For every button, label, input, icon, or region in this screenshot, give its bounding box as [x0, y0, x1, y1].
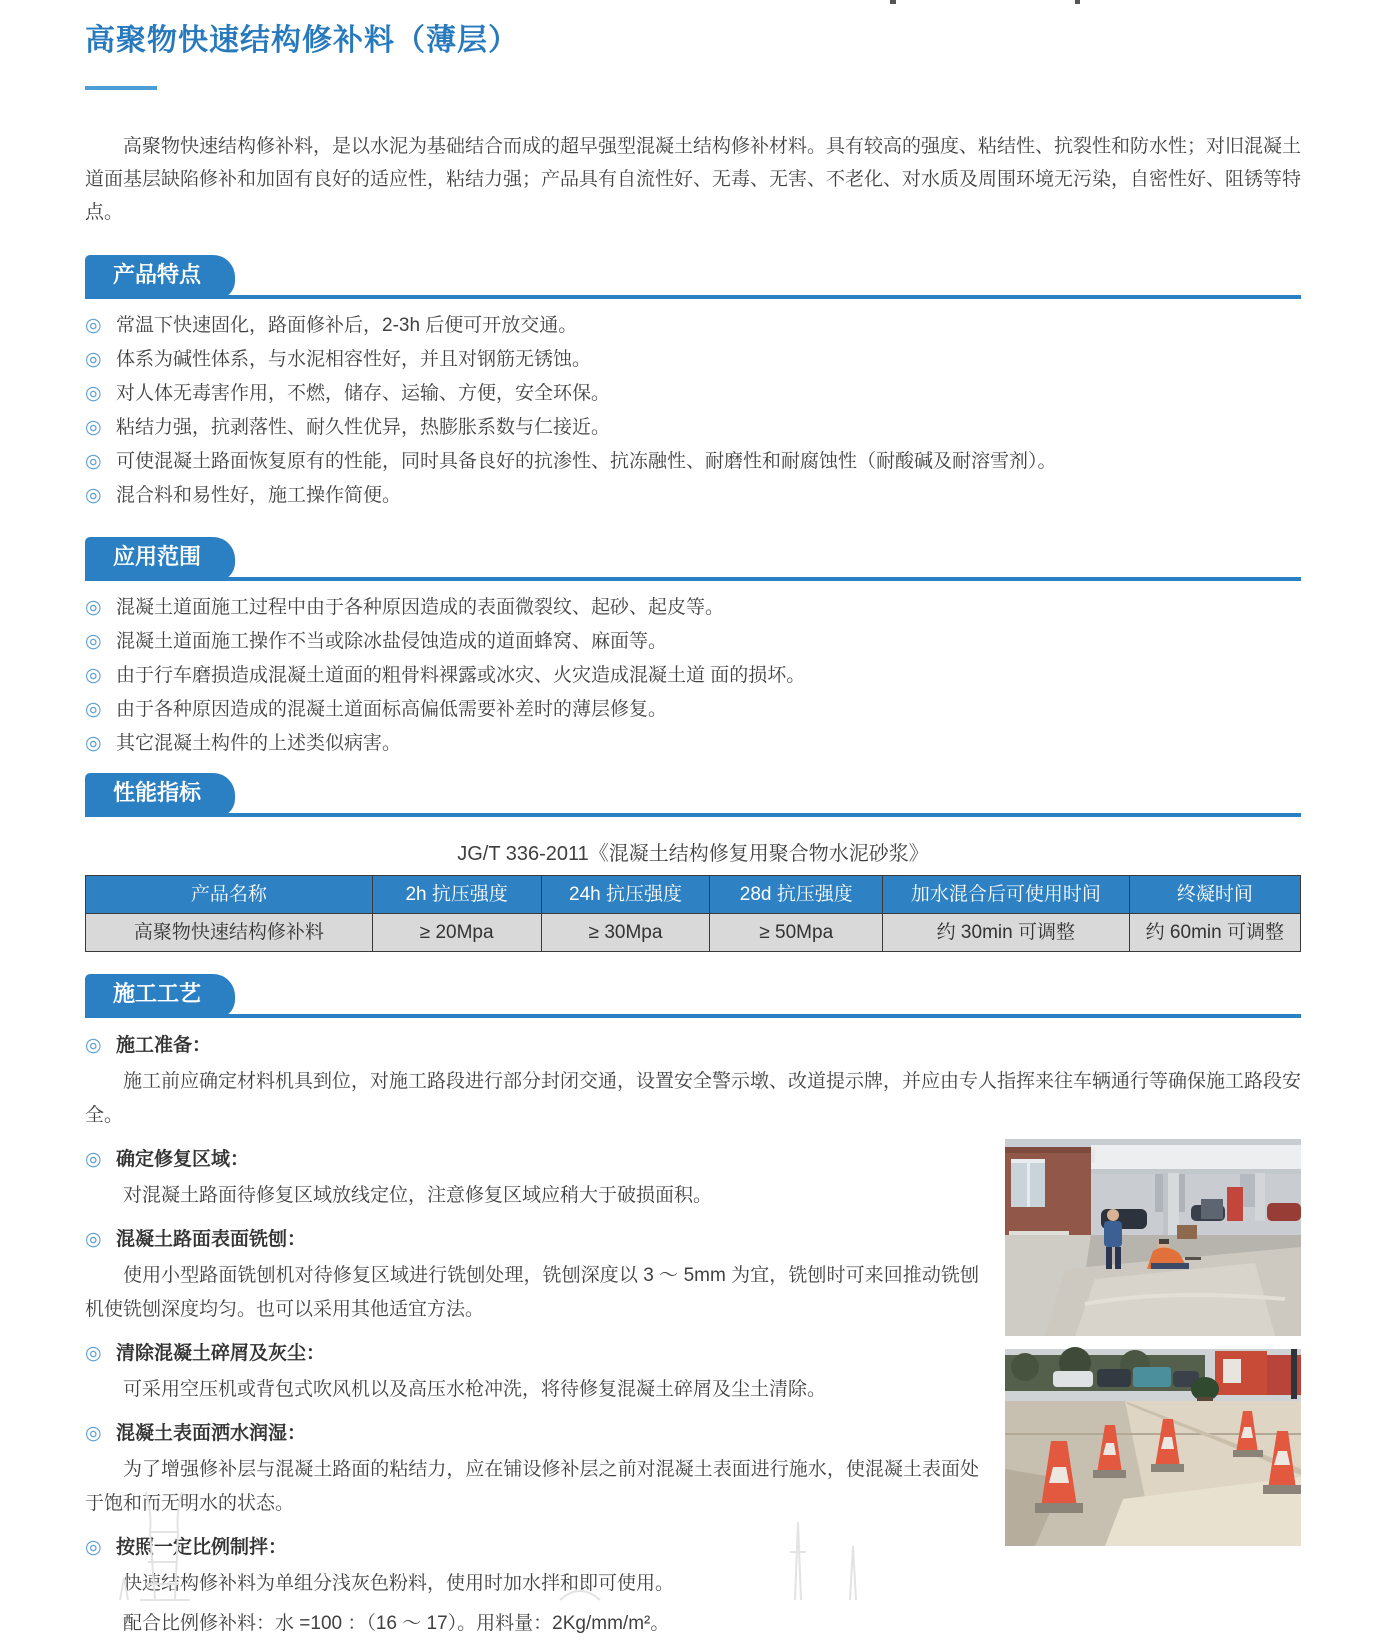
step-label [85, 1420, 1301, 1447]
page-content [85, 0, 1301, 1641]
list-item-text: 可使混凝土路面恢复原有的性能，同时具备良好的抗渗性、抗冻融性、耐磨性和耐腐蚀性（耐酸碱及耐溶雪剂）。 [116, 451, 1057, 472]
list-item-text: 其它混凝土构件的上述类似病害。 [116, 733, 402, 754]
step-label [85, 1146, 1301, 1173]
table-row [86, 914, 1301, 952]
ring-bullet-icon: ◎ [85, 733, 102, 754]
step-label [85, 1032, 1301, 1059]
section-tab-applications: 应用范围 [85, 537, 235, 581]
intro-paragraph: 高聚物快速结构修补料，是以水泥为基础结合而成的超早强型混凝土结构修补材料。具有较高的强度、粘结性、抗裂性和防水性；对旧混凝土道面基层缺陷修补和加固有良好的适应性，粘结力强；产品具有自流性好、无毒、无害、不老化、对水质及周围环境无污染，自密性好、阻锈等特点。 [85, 136, 1302, 223]
ring-bullet-icon: ◎ [85, 631, 102, 652]
section-rule [85, 295, 1301, 299]
list-item-text: 由于行车磨损造成混凝土道面的粗骨料裸露或冰灾、火灾造成混凝土道 面的损坏。 [116, 665, 806, 686]
ring-bullet-icon: ◎ [85, 1035, 102, 1056]
features-list [85, 313, 1301, 509]
ring-bullet-icon: ◎ [85, 451, 102, 472]
section-rule [85, 577, 1301, 581]
list-item-text: 混凝土道面施工操作不当或除冰盐侵蚀造成的道面蜂窝、麻面等。 [116, 631, 668, 652]
page-title: 高聚物快速结构修补料（薄层） [85, 24, 519, 57]
table-cell: 约 30min 可调整 [883, 914, 1130, 952]
performance-table [85, 875, 1301, 952]
ring-bullet-icon: ◎ [85, 1229, 102, 1250]
step-text: 可采用空压机或背包式吹风机以及高压水枪冲洗，将待修复混凝土碎屑及尘土清除。 [123, 1379, 827, 1400]
ring-bullet-icon: ◎ [85, 597, 102, 618]
ring-bullet-icon: ◎ [85, 699, 102, 720]
list-item-text: 常温下快速固化，路面修补后，2-3h 后便可开放交通。 [116, 315, 578, 336]
list-item [85, 313, 1301, 339]
section-rule [85, 1014, 1301, 1018]
list-item [85, 347, 1301, 373]
step-label-text: 混凝土表面洒水润湿： [116, 1423, 307, 1444]
list-item-text: 体系为碱性体系，与水泥相容性好，并且对钢筋无锈蚀。 [116, 349, 592, 370]
table-cell: 高聚物快速结构修补料 [86, 914, 373, 952]
list-item [85, 415, 1301, 441]
step-label-text: 按照一定比例制拌： [116, 1537, 288, 1558]
list-item [85, 663, 1301, 689]
step-label-text: 清除混凝土碎屑及灰尘： [116, 1343, 326, 1364]
ring-bullet-icon: ◎ [85, 1149, 102, 1170]
list-item [85, 449, 1301, 475]
section-header-process [85, 974, 1301, 1018]
list-item [85, 731, 1301, 757]
section-tab-process: 施工工艺 [85, 974, 235, 1018]
list-item [85, 629, 1301, 655]
section-rule [85, 813, 1301, 817]
step-label [85, 1226, 1301, 1253]
table-header-cell: 加水混合后可使用时间 [883, 876, 1130, 914]
step-label [85, 1534, 1301, 1561]
ring-bullet-icon: ◎ [85, 485, 102, 506]
table-caption: JG/T 336-2011《混凝土结构修复用聚合物水泥砂浆》 [457, 843, 929, 865]
list-item [85, 483, 1301, 509]
ring-bullet-icon: ◎ [85, 315, 102, 336]
ring-bullet-icon: ◎ [85, 665, 102, 686]
ring-bullet-icon: ◎ [85, 417, 102, 438]
step-label-text: 施工准备： [116, 1035, 212, 1056]
step-label-text: 混凝土路面表面铣刨： [116, 1229, 307, 1250]
table-cell: ≥ 30Mpa [541, 914, 710, 952]
process-body [85, 1032, 1301, 1641]
step-text: 施工前应确定材料机具到位，对施工路段进行部分封闭交通，设置安全警示墩、改道提示牌，并应由专人指挥来往车辆通行等确保施工路段安全。 [85, 1071, 1302, 1126]
step-text: 对混凝土路面待修复区域放线定位，注意修复区域应稍大于破损面积。 [123, 1185, 713, 1206]
table-header-row [86, 876, 1301, 914]
ring-bullet-icon: ◎ [85, 383, 102, 404]
step-label [85, 1340, 1301, 1367]
ring-bullet-icon: ◎ [85, 1343, 102, 1364]
section-header-performance [85, 773, 1301, 817]
ring-bullet-icon: ◎ [85, 1537, 102, 1558]
step-text: 使用小型路面铣刨机对待修复区域进行铣刨处理，铣刨深度以 3 ～ 5mm 为宜，铣刨时可来回推动铣刨机使铣刨深度均匀。也可以采用其他适宜方法。 [85, 1265, 979, 1320]
section-header-applications [85, 537, 1301, 581]
list-item [85, 381, 1301, 407]
list-item-text: 由于各种原因造成的混凝土道面标高偏低需要补差时的薄层修复。 [116, 699, 668, 720]
title-underline [85, 86, 157, 90]
applications-list [85, 595, 1301, 757]
table-cell: 约 60min 可调整 [1129, 914, 1300, 952]
section-header-features [85, 255, 1301, 299]
list-item-text: 混凝土道面施工过程中由于各种原因造成的表面微裂纹、起砂、起皮等。 [116, 597, 725, 618]
list-item-text: 对人体无毒害作用，不燃，储存、运输、方便，安全环保。 [116, 383, 611, 404]
construction-site-photo-cones [1005, 1349, 1301, 1546]
list-item [85, 697, 1301, 723]
list-item-text: 粘结力强，抗剥落性、耐久性优异，热膨胀系数与仁接近。 [116, 417, 611, 438]
table-header-cell: 终凝时间 [1129, 876, 1300, 914]
table-header-cell: 产品名称 [86, 876, 373, 914]
table-cell: ≥ 20Mpa [372, 914, 541, 952]
section-tab-features: 产品特点 [85, 255, 235, 299]
table-cell: ≥ 50Mpa [710, 914, 883, 952]
step-label-text: 确定修复区域： [116, 1149, 250, 1170]
table-header-cell: 28d 抗压强度 [710, 876, 883, 914]
ring-bullet-icon: ◎ [85, 349, 102, 370]
step-text: 快速结构修补料为单组分浅灰色粉料，使用时加水拌和即可使用。 [123, 1573, 675, 1594]
table-header-cell: 24h 抗压强度 [541, 876, 710, 914]
table-header-cell: 2h 抗压强度 [372, 876, 541, 914]
section-tab-performance: 性能指标 [85, 773, 235, 817]
ring-bullet-icon: ◎ [85, 1423, 102, 1444]
step-text: 配合比例修补料：水 =100 ：（16 ～ 17）。用料量：2Kg/mm/m²。 [123, 1613, 670, 1634]
step-text: 为了增强修补层与混凝土路面的粘结力，应在铺设修补层之前对混凝土表面进行施水，使混凝土表面处于饱和而无明水的状态。 [85, 1459, 979, 1514]
list-item [85, 595, 1301, 621]
list-item-text: 混合料和易性好，施工操作简便。 [116, 485, 402, 506]
